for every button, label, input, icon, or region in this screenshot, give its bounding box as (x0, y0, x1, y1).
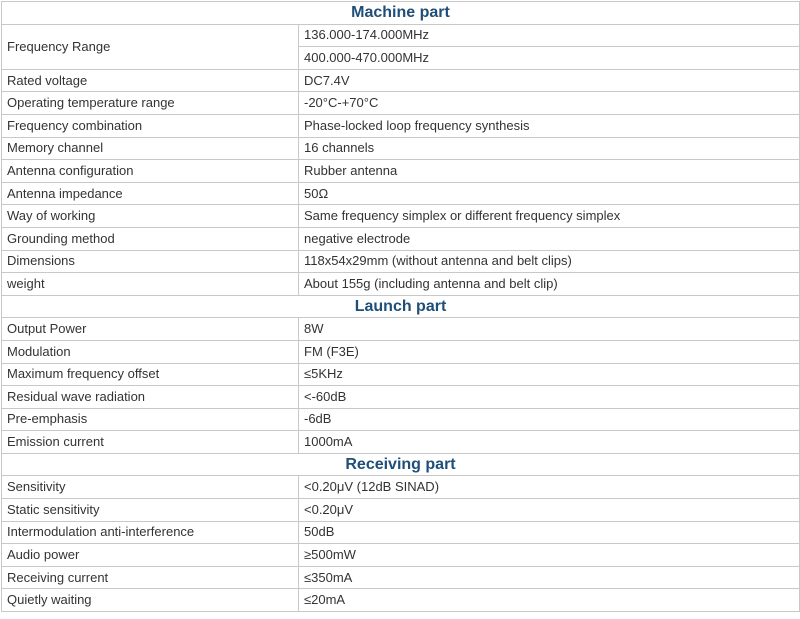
spec-label: Grounding method (2, 227, 299, 250)
table-row (2, 476, 800, 499)
section-title: Machine part (2, 2, 800, 25)
section-title: Launch part (2, 295, 800, 318)
spec-label: Output Power (2, 318, 299, 341)
spec-value: Rubber antenna (299, 160, 800, 183)
spec-label: Pre-emphasis (2, 408, 299, 431)
spec-label: Memory channel (2, 137, 299, 160)
section-header-launch (2, 295, 800, 318)
spec-label: Receiving current (2, 566, 299, 589)
table-row (2, 340, 800, 363)
spec-value: 8W (299, 318, 800, 341)
spec-value: <-60dB (299, 386, 800, 409)
spec-value: 50Ω (299, 182, 800, 205)
spec-value: ≤20mA (299, 589, 800, 612)
spec-label: Modulation (2, 340, 299, 363)
section-title: Receiving part (2, 453, 800, 476)
spec-label: Way of working (2, 205, 299, 228)
table-row (2, 386, 800, 409)
table-row (2, 566, 800, 589)
table-row (2, 589, 800, 612)
table-row (2, 205, 800, 228)
table-row (2, 250, 800, 273)
spec-label: Dimensions (2, 250, 299, 273)
section-header-machine (2, 2, 800, 25)
spec-label: Sensitivity (2, 476, 299, 499)
table-row (2, 137, 800, 160)
spec-label: Static sensitivity (2, 499, 299, 522)
section-header-receiving (2, 453, 800, 476)
spec-label: Audio power (2, 544, 299, 567)
spec-label: Antenna impedance (2, 182, 299, 205)
table-row (2, 521, 800, 544)
spec-label: Frequency combination (2, 114, 299, 137)
spec-value: 118x54x29mm (without antenna and belt clips) (299, 250, 800, 273)
spec-label: Frequency Range (2, 24, 299, 69)
table-row (2, 227, 800, 250)
spec-label: Residual wave radiation (2, 386, 299, 409)
spec-label: Quietly waiting (2, 589, 299, 612)
spec-label: Operating temperature range (2, 92, 299, 115)
spec-value: DC7.4V (299, 69, 800, 92)
spec-value: <0.20μV (12dB SINAD) (299, 476, 800, 499)
spec-value: 1000mA (299, 431, 800, 454)
spec-label: Antenna configuration (2, 160, 299, 183)
spec-label: Rated voltage (2, 69, 299, 92)
table-row (2, 499, 800, 522)
spec-value: -20°C-+70°C (299, 92, 800, 115)
spec-value: FM (F3E) (299, 340, 800, 363)
spec-label: Intermodulation anti-interference (2, 521, 299, 544)
table-row (2, 431, 800, 454)
spec-value: 400.000-470.000MHz (299, 47, 800, 70)
spec-value: 16 channels (299, 137, 800, 160)
table-row (2, 69, 800, 92)
spec-value: ≤5KHz (299, 363, 800, 386)
spec-value: ≥500mW (299, 544, 800, 567)
table-row (2, 544, 800, 567)
spec-value: About 155g (including antenna and belt clip) (299, 273, 800, 296)
spec-table (1, 1, 800, 612)
table-row (2, 160, 800, 183)
table-row (2, 363, 800, 386)
table-row (2, 114, 800, 137)
table-row (2, 408, 800, 431)
spec-value: <0.20μV (299, 499, 800, 522)
spec-label: Maximum frequency offset (2, 363, 299, 386)
table-row (2, 24, 800, 47)
spec-value: ≤350mA (299, 566, 800, 589)
spec-value: -6dB (299, 408, 800, 431)
spec-label: weight (2, 273, 299, 296)
spec-label: Emission current (2, 431, 299, 454)
spec-value: 50dB (299, 521, 800, 544)
spec-value: Phase-locked loop frequency synthesis (299, 114, 800, 137)
table-row (2, 273, 800, 296)
table-row (2, 318, 800, 341)
spec-value: negative electrode (299, 227, 800, 250)
spec-value: Same frequency simplex or different frequency simplex (299, 205, 800, 228)
table-row (2, 182, 800, 205)
spec-value: 136.000-174.000MHz (299, 24, 800, 47)
table-row (2, 92, 800, 115)
